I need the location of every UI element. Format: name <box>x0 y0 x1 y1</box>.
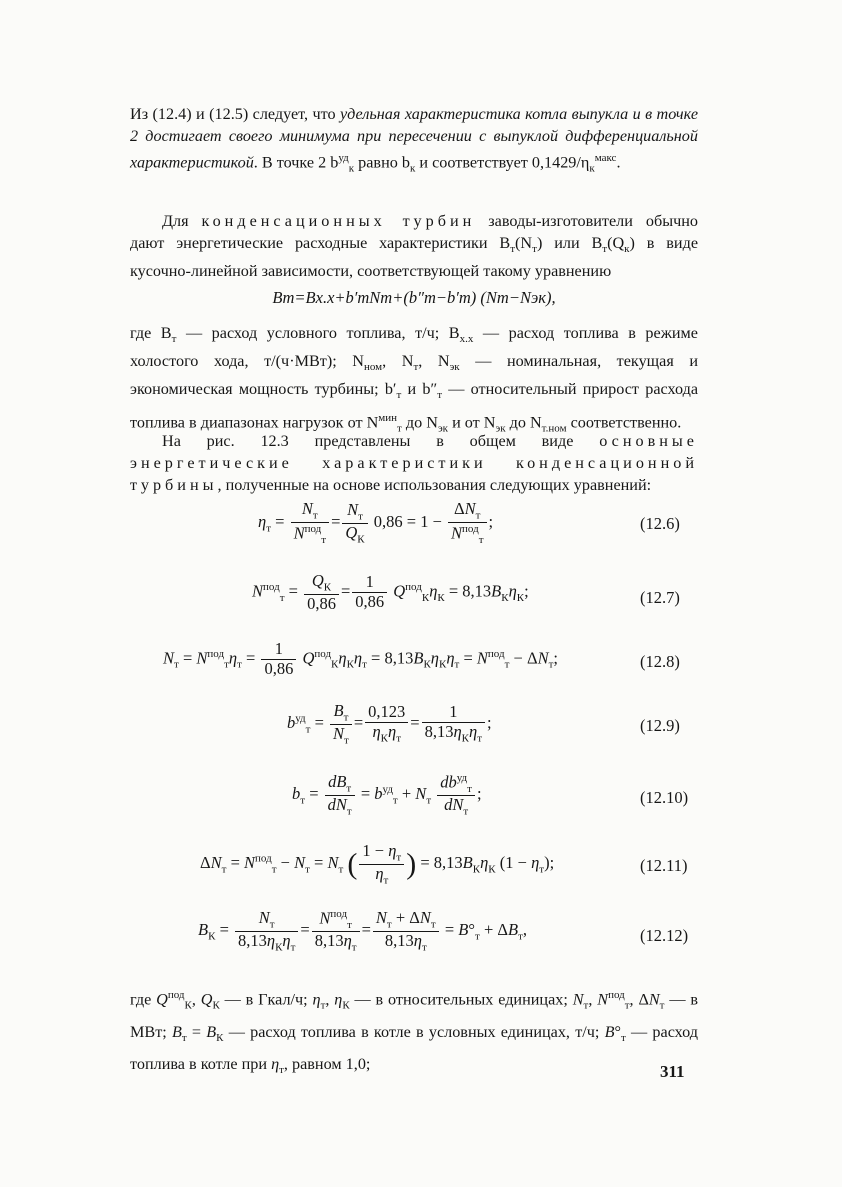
text: и b″ <box>401 380 438 399</box>
text: и соответствует 0,1429/η <box>415 153 590 172</box>
paragraph-5: где $Q^{под}_К$, $Q_К$ — в Гкал/ч; $\eta_т$, $\eta_К$ — в относительных единицах; $N_т$, $N^{под}_т$, $\Delta N_т$ — в МВт; $B_т = B_К$ — расход топлива в котле в условных единицах, т/ч; $B^\circ_т$ — расход топлива в котле при $\eta_т$, равном 1,0; <box>130 989 699 1077</box>
text: , N <box>418 352 450 371</box>
sup: макс <box>594 152 617 164</box>
equation-number: (12.6) <box>640 514 680 533</box>
text: — расход условного топлива, т/ч; B <box>176 324 460 342</box>
equation-number: (12.12) <box>640 926 689 945</box>
text: ) в виде кусочно-линейной зависимости, соответствующей такому уравнению <box>130 234 699 281</box>
text: равно b <box>354 153 410 172</box>
equation-number: (12.9) <box>640 716 680 735</box>
paragraph-3: где $B_т$ — расход условного топлива, т/ч; $B_{х.х}$ — расход топлива в режиме холостого хода, т/(ч·МВт); $N_{ном}$, $N_т$, $N_{эк}$ — номинальная, текущая и экономическая мощность турбины; $b'_т$ и $b''_т$ — относительный прирост расхода топлива в диапазонах нагрузок от $N^{мин}_т$ до $N_{эк}$ и от $N_{эк}$ до $N_{т.ном}$ соответственно. <box>130 324 698 435</box>
spaced-text: конденсационных турбин <box>201 212 476 230</box>
equation-number: (12.8) <box>640 652 680 671</box>
equation-number: (12.10) <box>640 788 689 807</box>
text: соответственно. <box>566 413 682 432</box>
sub: к <box>348 162 355 175</box>
text: — номинальная, текущая и экономическая мощность турбины; b′ <box>130 352 698 399</box>
text: , полученные на основе использования следующих уравнений: <box>217 476 652 494</box>
text: (Q <box>607 234 625 252</box>
text: — относительный прирост расхода топлива в диапазонах нагрузок от N <box>130 380 698 432</box>
text: На рис. 12.3 представлены в общем виде <box>162 432 600 450</box>
paragraph-1 <box>130 103 698 180</box>
text: Для <box>162 212 202 230</box>
text: (N <box>515 234 533 252</box>
text: ) или B <box>536 234 603 252</box>
italic-text: удельная характеристика котла выпукла и в точке 2 достигает своего минимума при пересечении с выпуклой дифференциальной характеристикой <box>130 105 699 172</box>
text: , N <box>382 352 414 371</box>
equation-12-10: $b_т$ = $\frac{dB_т}{dN_т}$ = $b^{уд}_т + N_т$ $\frac{db^{уд}_т}{dN_т}$ ; <box>292 771 482 818</box>
sub: к <box>409 162 416 175</box>
equation-12-9: $b^{уд}_т$ = $\frac{B_т}{N_т}$ = $\frac{0,123}{\eta_К\eta_т}$ = $\frac{1}{8,13\eta_К\eta_т}$ ; <box>287 701 492 747</box>
text: — расход топлива в режиме холостого хода, т/(ч·МВт); N <box>130 324 698 371</box>
text: где B <box>130 324 172 342</box>
text: Из (12.4) и (12.5) следует, что <box>130 105 341 123</box>
equation-12-8: $N_т = N^{под}_т\eta_т$ = $\frac{1}{0,86}$ $Q^{под}_К\eta_К\eta_т = 8,13B_К\eta_К\eta_т = N^{под}_т - \Delta N_т$; <box>163 639 558 678</box>
spaced-text: основные энергетические характеристики конденсационной турбины <box>130 432 698 494</box>
text: до N <box>505 413 542 432</box>
sub: т <box>602 243 608 256</box>
sub: к <box>589 162 595 175</box>
text: до N <box>401 413 438 432</box>
paragraph-2 <box>130 210 698 282</box>
equation-12-12: $B_К$ = $\frac{N_т}{8,13\eta_К\eta_т}$ = $\frac{N^{под}_т}{8,13\eta_т}$ = $\frac{N_т + \Delta N_т}{8,13\eta_т}$ = $B^\circ_т + \Delta B_т$, <box>198 907 528 954</box>
sub: к <box>624 243 630 256</box>
sub: т <box>532 243 537 256</box>
equation-number: (12.11) <box>640 856 688 875</box>
paragraph-4 <box>130 430 698 496</box>
text: . <box>616 153 621 172</box>
text: и от N <box>448 413 496 432</box>
sub: т <box>510 243 516 256</box>
text: . В точке 2 b <box>253 153 339 172</box>
equation-main: Bт=Bх.х+b′тNт+(b″т−b′т) (Nт−Nэк), <box>272 288 556 307</box>
equation-12-7: $N^{под}_т$ = $\frac{Q_К}{0,86}$ = $\frac{1}{0,86}$ $Q^{под}_К\eta_К = 8,13B_К\eta_К$; <box>252 571 529 613</box>
equation-12-6: $\eta_т$ = $\frac{N_т}{N^{под}_т}$ = $\frac{N_т}{Q_К}$ 0,86 = 1 − $\frac{\Delta N_т}{N^{под}_т}$ ; <box>258 499 494 546</box>
equation-number: (12.7) <box>640 588 680 607</box>
page-number: 311 <box>660 1062 685 1081</box>
text: заводы-изготовители обычно дают энергетические расходные характеристики B <box>130 212 698 252</box>
sup: уд <box>338 152 349 164</box>
equation-12-11: $\Delta N_т = N^{под}_т - N_т = N_т$ ( $\frac{1 - \eta_т}{\eta_т}$ ) = $8,13B_К\eta_К$ $(1 - \eta_т)$; <box>200 841 555 887</box>
